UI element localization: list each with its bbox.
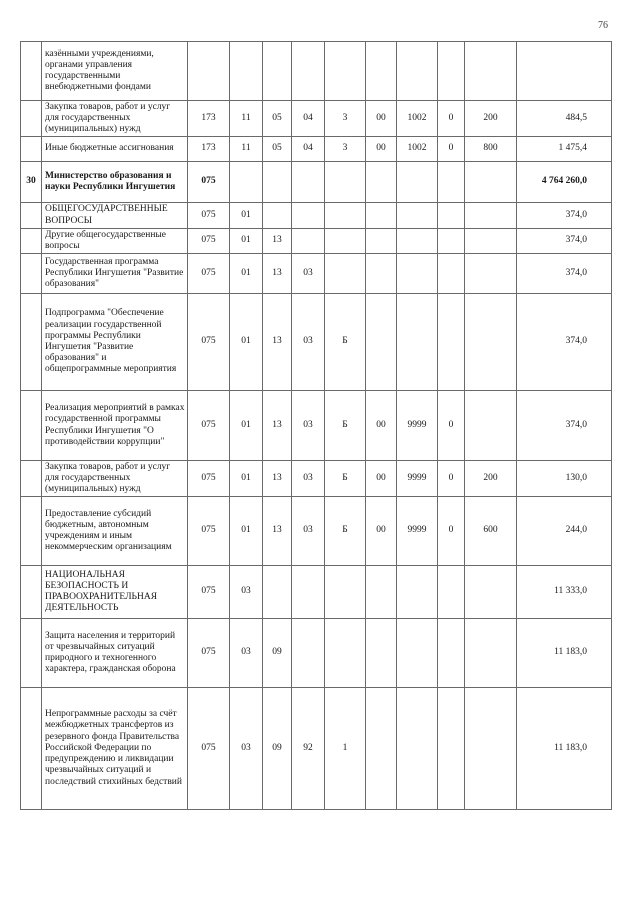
cell-c4 xyxy=(292,566,325,619)
cell-c1: 075 xyxy=(188,254,230,294)
cell-c4 xyxy=(292,619,325,688)
cell-num xyxy=(21,294,42,391)
cell-c6 xyxy=(366,203,397,229)
cell-c8 xyxy=(438,566,465,619)
cell-c7: 9999 xyxy=(397,497,438,566)
cell-c9: 800 xyxy=(465,137,517,162)
cell-c2: 01 xyxy=(230,203,263,229)
cell-c2: 03 xyxy=(230,619,263,688)
cell-c7: 1002 xyxy=(397,137,438,162)
cell-num xyxy=(21,619,42,688)
cell-amount xyxy=(517,42,612,101)
cell-c9 xyxy=(465,294,517,391)
cell-c5 xyxy=(325,566,366,619)
cell-c9 xyxy=(465,619,517,688)
cell-c2: 01 xyxy=(230,254,263,294)
cell-name: Иные бюджетные ассигнования xyxy=(42,137,188,162)
cell-c7 xyxy=(397,229,438,254)
cell-c4: 04 xyxy=(292,137,325,162)
cell-name: Подпрограмма "Обеспечение реализации государственной программы Республики Ингушетия "Развитие образования" и общепрограммные мероприятия xyxy=(42,294,188,391)
cell-c5 xyxy=(325,254,366,294)
cell-c6: 00 xyxy=(366,391,397,461)
cell-name: ОБЩЕГОСУДАРСТВЕННЫЕ ВОПРОСЫ xyxy=(42,203,188,229)
cell-c6: 00 xyxy=(366,137,397,162)
cell-num xyxy=(21,461,42,497)
cell-amount: 244,0 xyxy=(517,497,612,566)
table-row xyxy=(21,162,612,203)
cell-c1: 075 xyxy=(188,497,230,566)
cell-c8: 0 xyxy=(438,497,465,566)
cell-c7 xyxy=(397,203,438,229)
cell-num xyxy=(21,566,42,619)
cell-c4: 03 xyxy=(292,391,325,461)
cell-name: Закупка товаров, работ и услуг для государственных (муниципальных) нужд xyxy=(42,101,188,137)
cell-c7 xyxy=(397,688,438,810)
cell-amount: 11 183,0 xyxy=(517,688,612,810)
cell-c8 xyxy=(438,203,465,229)
cell-c3: 09 xyxy=(263,619,292,688)
cell-c3: 13 xyxy=(263,254,292,294)
page-number: 76 xyxy=(598,20,608,31)
cell-c7 xyxy=(397,619,438,688)
cell-name: Защита населения и территорий от чрезвычайных ситуаций природного и техногенного характера, гражданская оборона xyxy=(42,619,188,688)
cell-c7 xyxy=(397,162,438,203)
cell-num xyxy=(21,101,42,137)
cell-c1: 173 xyxy=(188,137,230,162)
cell-c3: 13 xyxy=(263,461,292,497)
cell-c2: 11 xyxy=(230,101,263,137)
cell-c4 xyxy=(292,203,325,229)
cell-num xyxy=(21,688,42,810)
cell-c8 xyxy=(438,294,465,391)
table-row xyxy=(21,42,612,101)
cell-c7: 9999 xyxy=(397,461,438,497)
cell-c3: 13 xyxy=(263,294,292,391)
cell-c2 xyxy=(230,42,263,101)
table-row xyxy=(21,497,612,566)
cell-amount: 374,0 xyxy=(517,229,612,254)
cell-c4 xyxy=(292,229,325,254)
cell-c1: 075 xyxy=(188,203,230,229)
cell-c3: 09 xyxy=(263,688,292,810)
cell-c9 xyxy=(465,391,517,461)
cell-c1: 075 xyxy=(188,391,230,461)
cell-c4 xyxy=(292,42,325,101)
table-row xyxy=(21,254,612,294)
cell-c7 xyxy=(397,566,438,619)
cell-c3 xyxy=(263,162,292,203)
cell-c3: 05 xyxy=(263,137,292,162)
cell-amount: 374,0 xyxy=(517,294,612,391)
cell-c4: 04 xyxy=(292,101,325,137)
cell-c7 xyxy=(397,254,438,294)
cell-c9: 200 xyxy=(465,461,517,497)
cell-c4 xyxy=(292,162,325,203)
cell-name: казёнными учреждениями, органами управления государственными внебюджетными фондами xyxy=(42,42,188,101)
cell-name: НАЦИОНАЛЬНАЯ БЕЗОПАСНОСТЬ И ПРАВООХРАНИТЕЛЬНАЯ ДЕЯТЕЛЬНОСТЬ xyxy=(42,566,188,619)
cell-c6: 00 xyxy=(366,497,397,566)
cell-c6 xyxy=(366,229,397,254)
cell-amount: 374,0 xyxy=(517,203,612,229)
cell-c5 xyxy=(325,229,366,254)
cell-c2 xyxy=(230,162,263,203)
cell-c3 xyxy=(263,566,292,619)
table-row xyxy=(21,619,612,688)
cell-c7 xyxy=(397,294,438,391)
cell-c8 xyxy=(438,619,465,688)
cell-c2: 03 xyxy=(230,688,263,810)
cell-c6 xyxy=(366,42,397,101)
cell-c6: 00 xyxy=(366,101,397,137)
cell-c6 xyxy=(366,619,397,688)
cell-c6 xyxy=(366,162,397,203)
cell-c5: Б xyxy=(325,497,366,566)
cell-name: Непрограммные расходы за счёт межбюджетных трансфертов из резервного фонда Правительства Российской Федерации по предупреждению и ликвидации чрезвычайных ситуаций и последствий стихийных бедствий xyxy=(42,688,188,810)
cell-c9 xyxy=(465,42,517,101)
table-row xyxy=(21,461,612,497)
cell-c3: 05 xyxy=(263,101,292,137)
cell-c5: 1 xyxy=(325,688,366,810)
cell-c8 xyxy=(438,254,465,294)
cell-c2: 01 xyxy=(230,497,263,566)
cell-amount: 4 764 260,0 xyxy=(517,162,612,203)
cell-c3: 13 xyxy=(263,391,292,461)
cell-name: Министерство образования и науки Республики Ингушетия xyxy=(42,162,188,203)
cell-amount: 11 333,0 xyxy=(517,566,612,619)
cell-num xyxy=(21,203,42,229)
table-row xyxy=(21,688,612,810)
cell-amount: 130,0 xyxy=(517,461,612,497)
cell-c1: 173 xyxy=(188,101,230,137)
cell-c4: 03 xyxy=(292,461,325,497)
cell-c8: 0 xyxy=(438,391,465,461)
table-row xyxy=(21,137,612,162)
cell-c9 xyxy=(465,162,517,203)
cell-c8: 0 xyxy=(438,101,465,137)
cell-c2: 11 xyxy=(230,137,263,162)
cell-c4: 03 xyxy=(292,294,325,391)
cell-c8 xyxy=(438,688,465,810)
cell-c5: Б xyxy=(325,391,366,461)
cell-c8 xyxy=(438,229,465,254)
cell-c5 xyxy=(325,162,366,203)
cell-c9 xyxy=(465,566,517,619)
table-row xyxy=(21,229,612,254)
cell-num xyxy=(21,391,42,461)
cell-c6: 00 xyxy=(366,461,397,497)
cell-c2: 01 xyxy=(230,294,263,391)
cell-c7: 9999 xyxy=(397,391,438,461)
cell-c2: 01 xyxy=(230,391,263,461)
cell-c9 xyxy=(465,229,517,254)
cell-num xyxy=(21,497,42,566)
cell-c8 xyxy=(438,42,465,101)
cell-c1: 075 xyxy=(188,229,230,254)
table-row xyxy=(21,566,612,619)
cell-c1 xyxy=(188,42,230,101)
cell-c3: 13 xyxy=(263,497,292,566)
cell-name: Закупка товаров, работ и услуг для государственных (муниципальных) нужд xyxy=(42,461,188,497)
cell-c6 xyxy=(366,254,397,294)
cell-amount: 484,5 xyxy=(517,101,612,137)
cell-c6 xyxy=(366,688,397,810)
cell-c4: 92 xyxy=(292,688,325,810)
cell-c5 xyxy=(325,203,366,229)
cell-c8: 0 xyxy=(438,461,465,497)
cell-c7 xyxy=(397,42,438,101)
cell-c3 xyxy=(263,42,292,101)
cell-c5 xyxy=(325,42,366,101)
cell-c6 xyxy=(366,566,397,619)
cell-c7: 1002 xyxy=(397,101,438,137)
cell-amount: 374,0 xyxy=(517,391,612,461)
cell-c8: 0 xyxy=(438,137,465,162)
cell-amount: 11 183,0 xyxy=(517,619,612,688)
cell-c2: 01 xyxy=(230,461,263,497)
cell-c5: Б xyxy=(325,461,366,497)
cell-c1: 075 xyxy=(188,566,230,619)
cell-name: Реализация мероприятий в рамках государственной программы Республики Ингушетия "О противодействии коррупции" xyxy=(42,391,188,461)
budget-table xyxy=(20,41,612,810)
cell-amount: 1 475,4 xyxy=(517,137,612,162)
table-row xyxy=(21,391,612,461)
cell-num xyxy=(21,254,42,294)
cell-c9: 200 xyxy=(465,101,517,137)
cell-c3 xyxy=(263,203,292,229)
cell-c1: 075 xyxy=(188,619,230,688)
cell-c5: Б xyxy=(325,294,366,391)
cell-c8 xyxy=(438,162,465,203)
cell-c9 xyxy=(465,203,517,229)
cell-c9 xyxy=(465,254,517,294)
cell-c6 xyxy=(366,294,397,391)
table-row xyxy=(21,101,612,137)
cell-c5: 3 xyxy=(325,137,366,162)
cell-name: Предоставление субсидий бюджетным, автономным учреждениям и иным некоммерческим организациям xyxy=(42,497,188,566)
cell-c1: 075 xyxy=(188,294,230,391)
cell-num: 30 xyxy=(21,162,42,203)
table-row xyxy=(21,294,612,391)
cell-num xyxy=(21,137,42,162)
table-body xyxy=(21,42,612,810)
cell-name: Другие общегосударственные вопросы xyxy=(42,229,188,254)
cell-c9 xyxy=(465,688,517,810)
cell-name: Государственная программа Республики Ингушетия "Развитие образования" xyxy=(42,254,188,294)
cell-num xyxy=(21,229,42,254)
cell-c5 xyxy=(325,619,366,688)
cell-c2: 01 xyxy=(230,229,263,254)
cell-num xyxy=(21,42,42,101)
cell-c1: 075 xyxy=(188,688,230,810)
cell-c5: 3 xyxy=(325,101,366,137)
cell-c4: 03 xyxy=(292,497,325,566)
table-row xyxy=(21,203,612,229)
cell-c2: 03 xyxy=(230,566,263,619)
cell-c3: 13 xyxy=(263,229,292,254)
cell-c9: 600 xyxy=(465,497,517,566)
cell-c4: 03 xyxy=(292,254,325,294)
cell-c1: 075 xyxy=(188,162,230,203)
cell-c1: 075 xyxy=(188,461,230,497)
cell-amount: 374,0 xyxy=(517,254,612,294)
